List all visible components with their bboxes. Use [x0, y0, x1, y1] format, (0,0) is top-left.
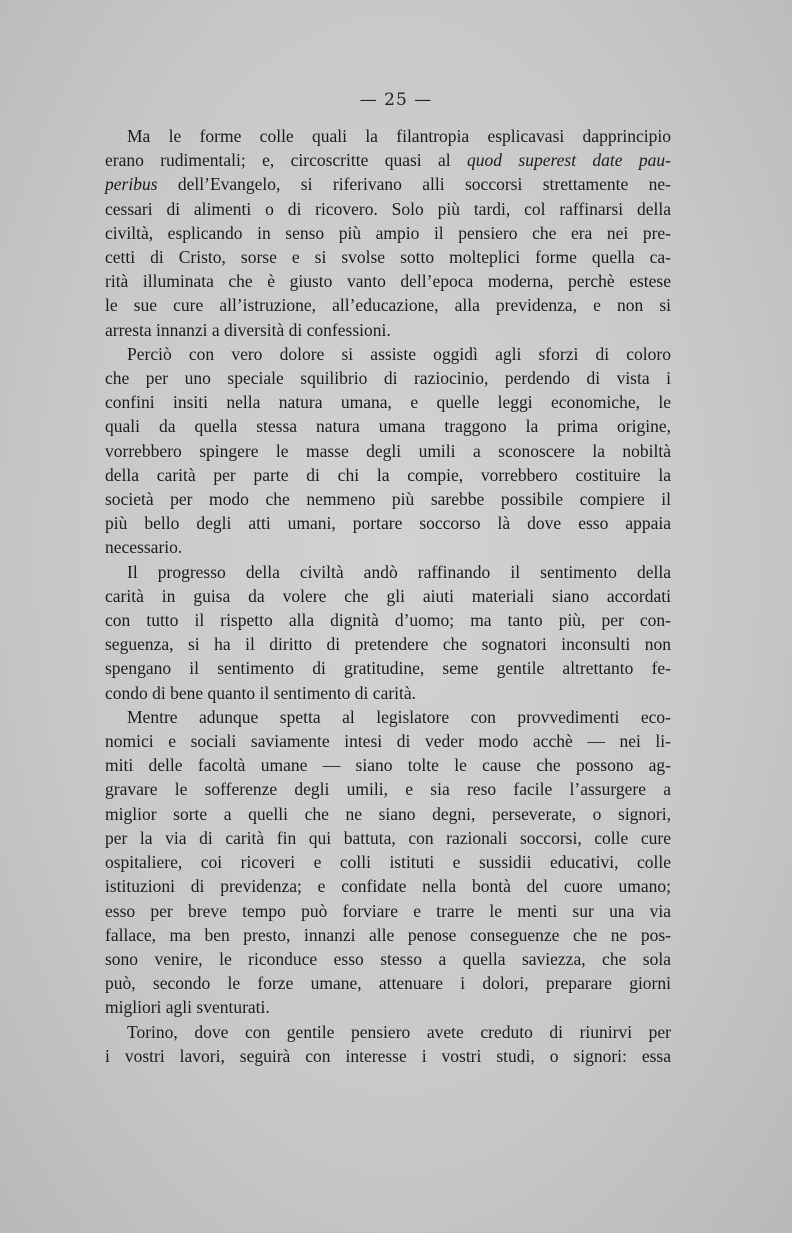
text-line: quali da quella stessa natura umana traggono la prima origine,: [105, 416, 671, 437]
paragraph-5: [105, 1020, 671, 1068]
text-line: civiltà, esplicando in senso più ampio il pensiero che era nei pre-: [105, 222, 671, 243]
paragraph-1: [105, 124, 671, 342]
body-text: [105, 124, 671, 1068]
text-line: miglior sorte a quelli che ne siano degni, perseverate, o signori,: [105, 803, 671, 824]
text-line: società per modo che nemmeno più sarebbe possibile compiere il: [105, 489, 671, 510]
text-line: della carità per parte di chi la compie, vorrebbero costituire la: [105, 464, 671, 485]
text-line: con tutto il rispetto alla dignità d’uomo; ma tanto più, per con-: [105, 610, 671, 631]
paragraph-2: [105, 342, 671, 560]
text-line: spengano il sentimento di gratitudine, seme gentile altrettanto fe-: [105, 658, 671, 679]
text-line: migliori agli sventurati.: [105, 997, 270, 1018]
page-number: — 25 —: [359, 90, 433, 110]
text-line: per la via di carità fin qui battuta, con razionali soccorsi, colle cure: [105, 827, 671, 848]
text-line: i vostri lavori, seguirà con interesse i vostri studi, o signori: essa: [105, 1045, 671, 1066]
text-line: vorrebbero spingere le masse degli umili a sconoscere la nobiltà: [105, 440, 671, 461]
text-line: le sue cure all’istruzione, all’educazione, alla previdenza, e non si: [105, 295, 671, 316]
text-line: nomici e sociali saviamente intesi di veder modo acchè — nei li-: [105, 731, 671, 752]
text-line: fallace, ma ben presto, innanzi alle penose conseguenze che ne pos-: [105, 924, 671, 945]
text-line-with-italic: erano rudimentali; e, circoscritte quasi al quod superest date pau-: [105, 150, 672, 171]
text-line: istituzioni di previdenza; e confidate nella bontà del cuore umano;: [105, 876, 671, 897]
text-line: più bello degli atti umani, portare soccorso là dove esso appaia: [105, 513, 671, 534]
text-line: arresta innanzi a diversità di confessioni.: [105, 319, 391, 340]
text-line: che per uno speciale squilibrio di raziocinio, perdendo di vista i: [105, 368, 671, 389]
text-line: esso per breve tempo può forviare e trarre le menti sur una via: [105, 900, 671, 921]
text-line: cessari di alimenti o di ricovero. Solo più tardi, col raffinarsi della: [105, 198, 671, 219]
text-line: gravare le sofferenze degli umili, e sia reso facile l’assurgere a: [105, 779, 671, 800]
text-line: Mentre adunque spetta al legislatore con provvedimenti eco-: [127, 706, 671, 727]
text-line: confini insiti nella natura umana, e quelle leggi economiche, le: [105, 392, 671, 413]
text-line: condo di bene quanto il sentimento di carità.: [105, 682, 417, 703]
latin-quote: quod superest date pau-: [467, 150, 672, 171]
text-line: Il progresso della civiltà andò raffinando il sentimento della: [127, 561, 671, 582]
text-line: può, secondo le forze umane, attenuare i dolori, preparare giorni: [105, 973, 671, 994]
text-line: miti delle facoltà umane — siano tolte le cause che possono ag-: [105, 755, 671, 776]
text-line: cetti di Cristo, sorse e si svolse sotto molteplici forme quella ca-: [105, 247, 671, 268]
text-line: Perciò con vero dolore si assiste oggidì agli sforzi di coloro: [127, 343, 671, 364]
text-line: seguenza, si ha il diritto di pretendere che sognatori inconsulti non: [105, 634, 671, 655]
latin-quote: peribus: [105, 174, 158, 195]
text-line: ospitaliere, coi ricoveri e colli istituti e sussidii educativi, colle: [105, 852, 671, 873]
text-line: Torino, dove con gentile pensiero avete creduto di riunirvi per: [127, 1021, 671, 1042]
text-line: sono venire, le riconduce esso stesso a quella saviezza, che sola: [105, 948, 671, 969]
text-line: carità in guisa da volere che gli aiuti materiali siano accordati: [105, 585, 671, 606]
text-line: Ma le forme colle quali la filantropia esplicavasi dapprincipio: [127, 126, 671, 146]
paragraph-3: [105, 560, 671, 705]
text-line: necessario.: [105, 537, 183, 558]
paragraph-4: [105, 705, 671, 1020]
text-line-with-italic: peribus dell’Evangelo, si riferivano alli soccorsi strettamente ne-: [105, 174, 671, 195]
text-line: rità illuminata che è giusto vanto dell’epoca moderna, perchè estese: [105, 271, 671, 292]
